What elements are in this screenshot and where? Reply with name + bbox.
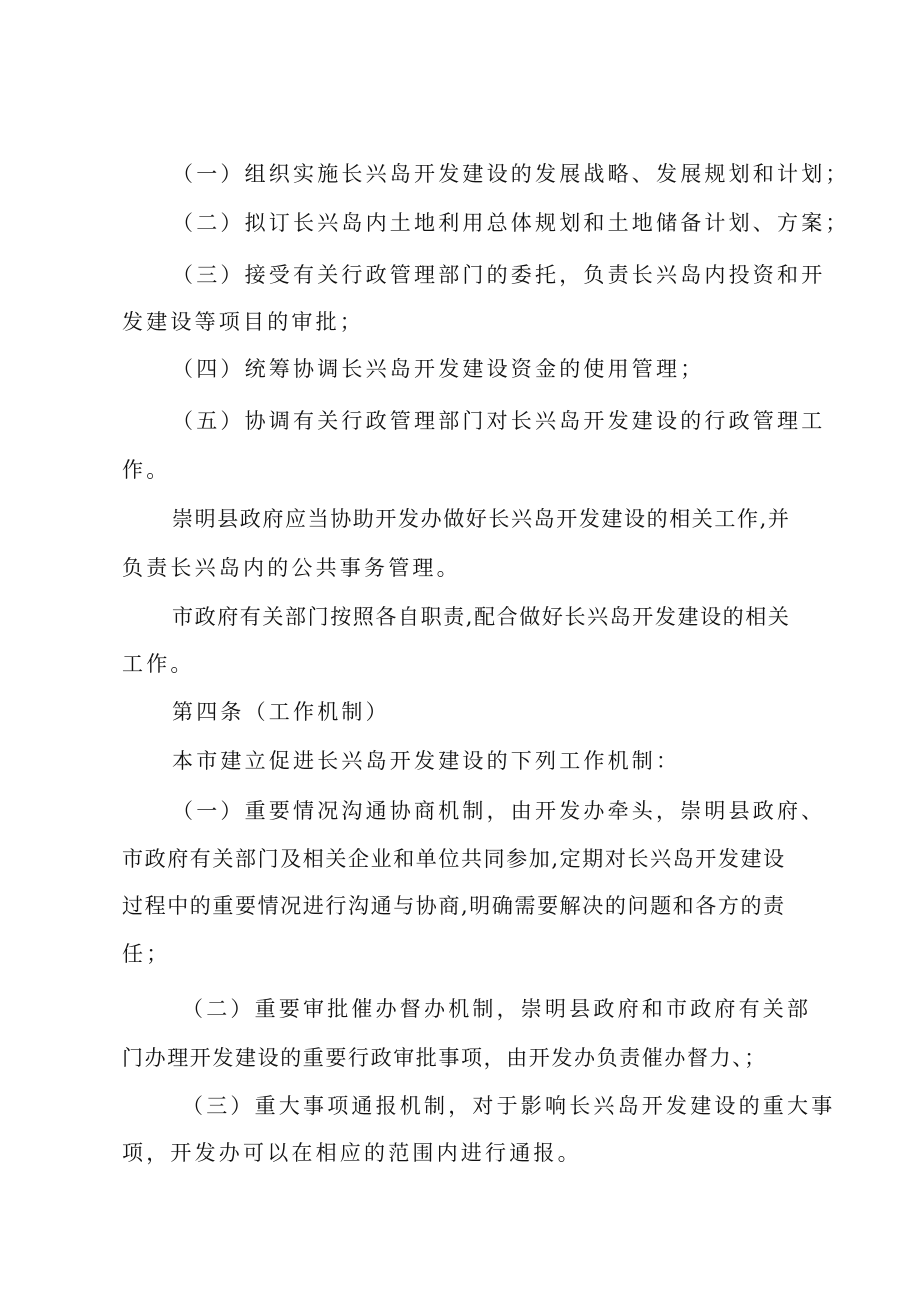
text-line: （五）协调有关行政管理部门对长兴岛开发建设的行政管理工 [172, 409, 826, 433]
text-line: （三）重大事项通报机制，对于影响长兴岛开发建设的重大事 [182, 1094, 836, 1118]
text-line: （一）重要情况沟通协商机制，由开发办牵头，崇明县政府、 [172, 799, 826, 823]
text-line: 过程中的重要情况进行沟通与协商,明确需要解决的问题和各方的责 [122, 894, 786, 918]
article-heading: 第四条（工作机制） [172, 700, 390, 724]
text-line: 本市建立促进长兴岛开发建设的下列工作机制： [172, 749, 681, 773]
text-line: 门办理开发建设的重要行政审批事项，由开发办负责催办督力、； [122, 1046, 767, 1070]
text-line: 崇明县政府应当协助开发办做好长兴岛开发建设的相关工作,并 [172, 507, 791, 531]
text-line: 发建设等项目的审批； [122, 310, 364, 334]
text-line: 市政府有关部门及相关企业和单位共同参加,定期对长兴岛开发建设 [122, 847, 786, 871]
text-line: （三）接受有关行政管理部门的委托，负责长兴岛内投资和开 [172, 263, 826, 287]
text-line: 项，开发办可以在相应的范围内进行通报。 [122, 1141, 582, 1165]
text-line: （二）重要审批催办督办机制，崇明县政府和市政府有关部 [182, 997, 812, 1021]
text-line: 作。 [122, 458, 171, 482]
text-line: 工作。 [122, 652, 195, 676]
text-line: （四）统筹协调长兴岛开发建设资金的使用管理； [172, 357, 705, 381]
text-line: 任； [122, 942, 171, 966]
text-line: 市政府有关部门按照各自职责,配合做好长兴岛开发建设的相关 [172, 605, 791, 629]
text-line: 负责长兴岛内的公共事务管理。 [122, 556, 461, 580]
text-line: （二）拟订长兴岛内土地利用总体规划和土地储备计划、方案； [172, 211, 850, 235]
text-line: （一）组织实施长兴岛开发建设的发展战略、发展规划和计划； [172, 162, 850, 186]
